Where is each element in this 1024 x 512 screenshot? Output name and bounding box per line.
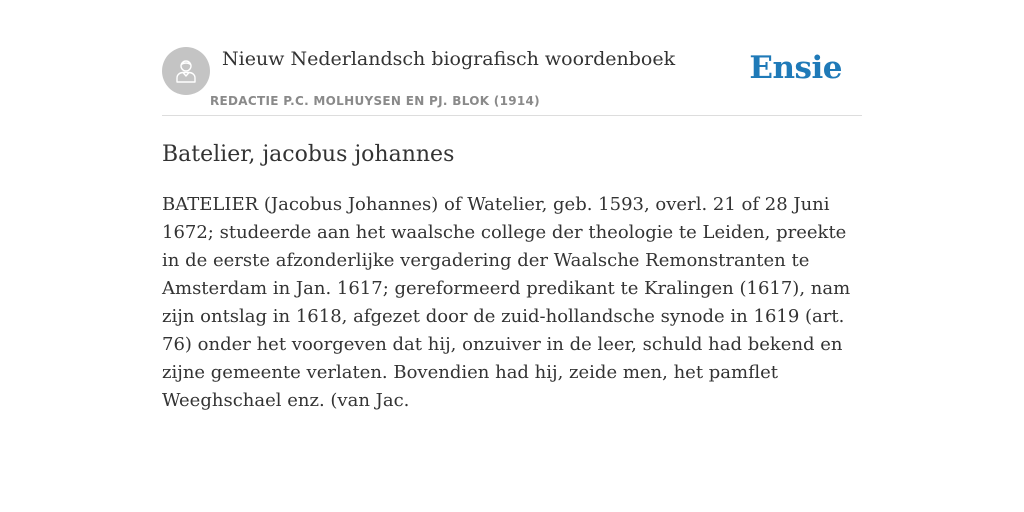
source-editors: REDACTIE P.C. MOLHUYSEN EN PJ. BLOK (1914) — [210, 94, 540, 108]
entry-card — [162, 46, 862, 415]
entry-body: BATELIER (Jacobus Johannes) of Watelier, geb. 1593, overl. 21 of 28 Juni 1672; studeerde aan het waalsche college der theologie te Leiden, preekte in de eerste afzonderlijke vergadering der Waalsche Remonstranten te Amsterdam in Jan. 1617; gereformeerd predikant te Kralingen (1617), nam zijn ontslag in 1618, afgezet door de zuid-hollandsche synode in 1619 (art. 76) onder het voorgeven dat hij, onzuiver in de leer, schuld had bekend en zijne gemeente verlaten. Bovendien had hij, zeide men, het pamflet Weeghschael enz. (van Jac. — [162, 194, 851, 411]
ensie-logo[interactable]: Ensie — [749, 50, 842, 86]
entry-title: Batelier, jacobus johannes — [162, 142, 455, 167]
source-title[interactable]: Nieuw Nederlandsch biografisch woordenboek — [222, 48, 676, 70]
user-avatar-icon[interactable] — [162, 47, 210, 95]
source-header — [162, 46, 862, 116]
